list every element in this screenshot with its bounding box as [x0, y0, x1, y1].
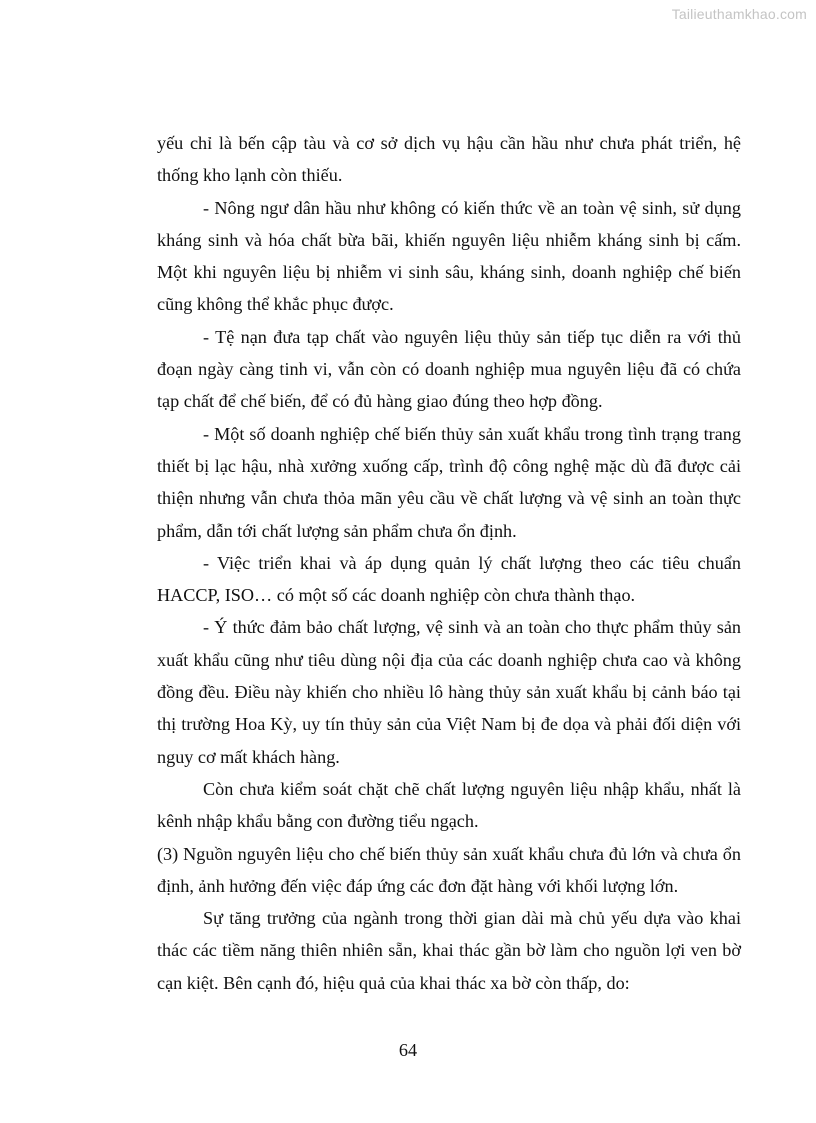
paragraph-3: - Tệ nạn đưa tạp chất vào nguyên liệu thủy sản tiếp tục diễn ra với thủ đoạn ngày càng tinh vi, vẫn còn có doanh nghiệp mua nguyên liệu đã có chứa tạp chất để chế biến, để có đủ hàng giao đúng theo hợp đồng. [157, 326, 741, 412]
paragraph-9: Sự tăng trưởng của ngành trong thời gian dài mà chủ yếu dựa vào khai thác các tiềm năng thiên nhiên sẵn, khai thác gần bờ làm cho nguồn lợi ven bờ cạn kiệt. Bên cạnh đó, hiệu quả của khai thác xa bờ còn thấp, do: [157, 908, 741, 993]
paragraph-7: Còn chưa kiểm soát chặt chẽ chất lượng nguyên liệu nhập khẩu, nhất là kênh nhập khẩu bằng con đường tiểu ngạch. [157, 778, 741, 832]
page-number: 64 [398, 1040, 418, 1060]
paragraph-1: yếu chỉ là bến cập tàu và cơ sở dịch vụ hậu cần hầu như chưa phát triển, hệ thống kho lạnh còn thiếu. [157, 133, 741, 186]
paragraph-8-heading: (3) Nguồn nguyên liệu cho chế biến thủy sản xuất khẩu chưa đủ lớn và chưa ổn định, ảnh hưởng đến việc đáp ứng các đơn đặt hàng với khối lượng lớn. [157, 843, 741, 896]
paragraph-6: - Ý thức đảm bảo chất lượng, vệ sinh và an toàn cho thực phẩm thủy sản xuất khẩu cũng như tiêu dùng nội địa của các doanh nghiệp chưa cao và không đồng đều. Điều này khiến cho nhiều lô hàng thủy sản xuất khẩu bị cảnh báo tại thị trường Hoa Kỳ, uy tín thủy sản của Việt Nam bị đe dọa và phải đối diện với nguy cơ mất khách hàng. [157, 617, 741, 767]
watermark-text: Tailieuthamkhao.com [671, 6, 807, 22]
paragraph-2: - Nông ngư dân hầu như không có kiến thức về an toàn vệ sinh, sử dụng kháng sinh và hóa chất bừa bãi, khiến nguyên liệu nhiễm kháng sinh bị cấm. Một khi nguyên liệu bị nhiễm vi sinh sâu, kháng sinh, doanh nghiệp chế biến cũng không thể khắc phục được. [157, 197, 741, 315]
paragraph-5: - Việc triển khai và áp dụng quản lý chất lượng theo các tiêu chuẩn HACCP, ISO… có một số các doanh nghiệp còn chưa thành thạo. [157, 552, 741, 606]
document-body [157, 127, 741, 999]
paragraph-4: - Một số doanh nghiệp chế biến thủy sản xuất khẩu trong tình trạng trang thiết bị lạc hậu, nhà xưởng xuống cấp, trình độ công nghệ mặc dù đã được cải thiện nhưng vẫn chưa thỏa mãn yêu cầu về chất lượng và vệ sinh an toàn thực phẩm, dẫn tới chất lượng sản phẩm chưa ổn định. [157, 423, 741, 541]
